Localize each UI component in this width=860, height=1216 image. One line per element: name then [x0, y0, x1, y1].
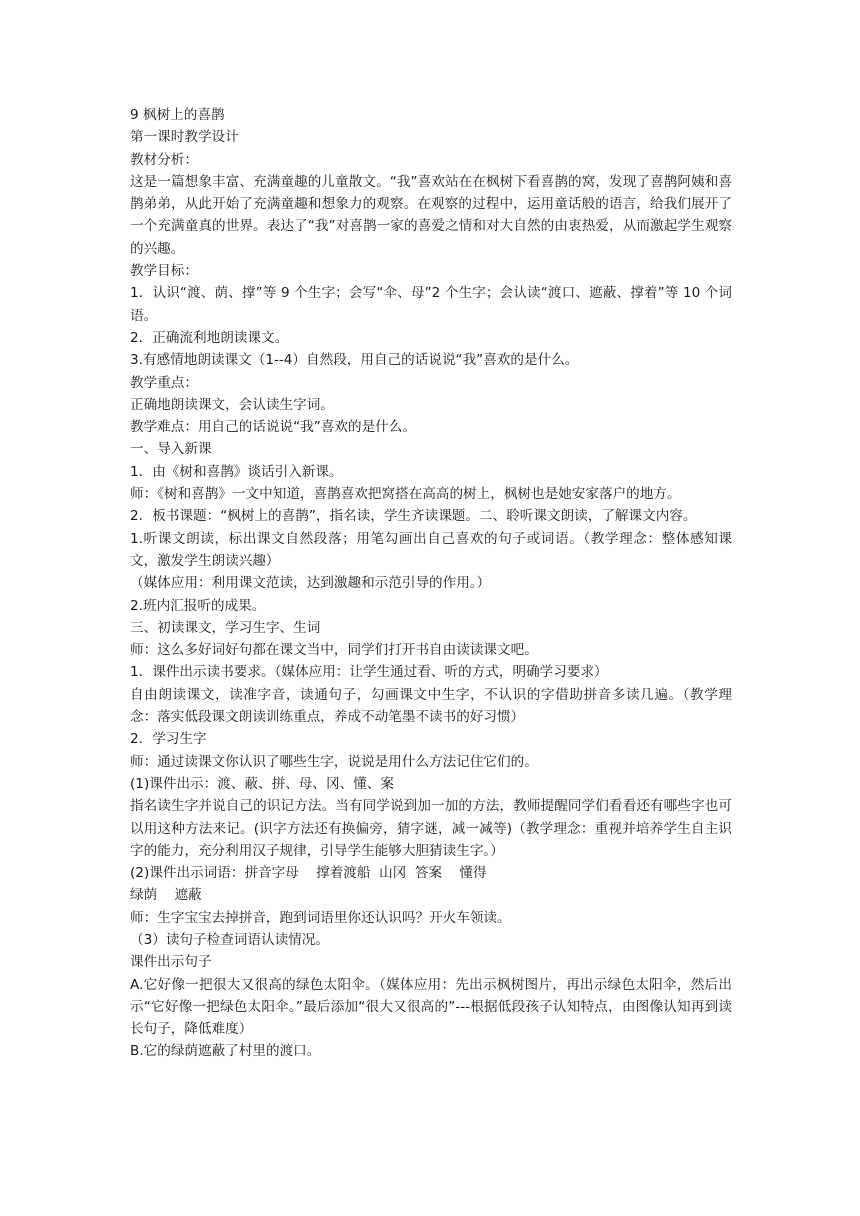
list-item: 1．课件出示读书要求。（媒体应用：让学生通过看、听的方式，明确学习要求） — [130, 664, 608, 681]
section-heading: 一、导入新课 — [130, 441, 212, 458]
list-item: 2．正确流利地朗读课文。 — [130, 329, 289, 346]
list-item: (1)课件出示：渡、蔽、拼、母、冈、懂、案 — [130, 775, 394, 792]
list-item: 2.班内汇报听的成果。 — [130, 597, 266, 614]
section-heading: 教学重点： — [130, 374, 198, 391]
paragraph: 教学难点：用自己的话说说“我”喜欢的是什么。 — [130, 419, 416, 436]
document-page — [130, 104, 732, 1063]
section-heading: 教材分析： — [130, 151, 198, 168]
list-item: 1.听课文朗读，标出课文自然段落；用笔勾画出自己喜欢的句子或词语。（教学理念：整体感知课文，激发学生朗读兴趣） — [130, 530, 732, 569]
paragraph: （媒体应用：利用课文范读，达到激趣和示范引导的作用。） — [130, 575, 491, 592]
paragraph: 正确地朗读课文，会认读生字词。 — [130, 396, 334, 413]
list-item: 2．学习生字 — [130, 731, 207, 748]
paragraph: B.它的绿荫遮蔽了村里的渡口。 — [130, 1043, 321, 1060]
lesson-title: 9 枫树上的喜鹊 — [130, 107, 225, 123]
list-item: (2)课件出示词语：拼音字母 撑着渡船 山冈 答案 懂得 — [130, 865, 487, 882]
paragraph: 师：这么多好词好句都在课文当中，同学们打开书自由读读课文吧。 — [130, 642, 538, 659]
paragraph: A.它好像一把很大又很高的绿色太阳伞。（媒体应用：先出示枫树图片，再出示绿色太阳伞，然后出示“它好像一把绿色太阳伞。”最后添加“很大又很高的”---根据低段孩子认知特点，由图像认知再到读长句子，降低难度） — [130, 976, 732, 1038]
paragraph: 这是一篇想象丰富、充满童趣的儿童散文。“我”喜欢站在在枫树下看喜鹊的窝，发现了喜鹊阿姨和喜鹊弟弟，从此开始了充满童趣和想象力的观察。在观察的过程中，运用童话般的语言，给我们展开了一个充满童真的世界。表达了“我”对喜鹊一家的喜爱之情和对大自然的由衷热爱，从而激起学生观察的兴趣。 — [130, 173, 732, 257]
section-heading: 三、初读课文，学习生字、生词 — [130, 619, 321, 636]
paragraph: 师：通过读课文你认识了哪些生字，说说是用什么方法记住它们的。 — [130, 753, 538, 770]
list-item: 2．板书课题：“枫树上的喜鹊”，指名读，学生齐读课题。二、聆听课文朗读，了解课文内容。 — [130, 508, 697, 525]
section-heading: 教学目标： — [130, 263, 198, 280]
paragraph: 师：《树和喜鹊》一文中知道，喜鹊喜欢把窝搭在高高的树上，枫树也是她安家落户的地方。 — [130, 486, 681, 503]
paragraph: 课件出示句子 — [130, 954, 212, 971]
paragraph: 自由朗读课文，读准字音，读通句子，勾画课文中生字，不认识的字借助拼音多读几遍。（教学理念：落实低段课文朗读训练重点，养成不动笔墨不读书的好习惯） — [130, 686, 732, 726]
section-heading: 第一课时教学设计 — [130, 129, 239, 146]
paragraph: 绿荫 遮蔽 — [130, 887, 202, 904]
list-item: 1．认识“渡、荫、撑”等 9 个生字；会写“伞、母”2 个生字；会认读“渡口、遮蔽、撑着”等 10 个词语。 — [130, 285, 732, 324]
list-item: 1．由《树和喜鹊》谈话引入新课。 — [130, 463, 343, 480]
paragraph: 师：生字宝宝去掉拼音，跑到词语里你还认识吗？开火车领读。 — [130, 909, 511, 926]
list-item: （3）读句子检查词语认读情况。 — [130, 931, 329, 948]
paragraph: 指名读生字并说自己的识记方法。当有同学说到加一加的方法，教师提醒同学们看看还有哪些字也可以用这种方法来记。(识字方法还有换偏旁，猜字谜，减一减等)（教学理念：重视并培养学生自主识字的能力，充分利用汉子规律，引导学生能够大胆猜读生字。） — [130, 798, 732, 859]
list-item: 3.有感情地朗读课文（1--4）自然段，用自己的话说说“我”喜欢的是什么。 — [130, 352, 579, 369]
